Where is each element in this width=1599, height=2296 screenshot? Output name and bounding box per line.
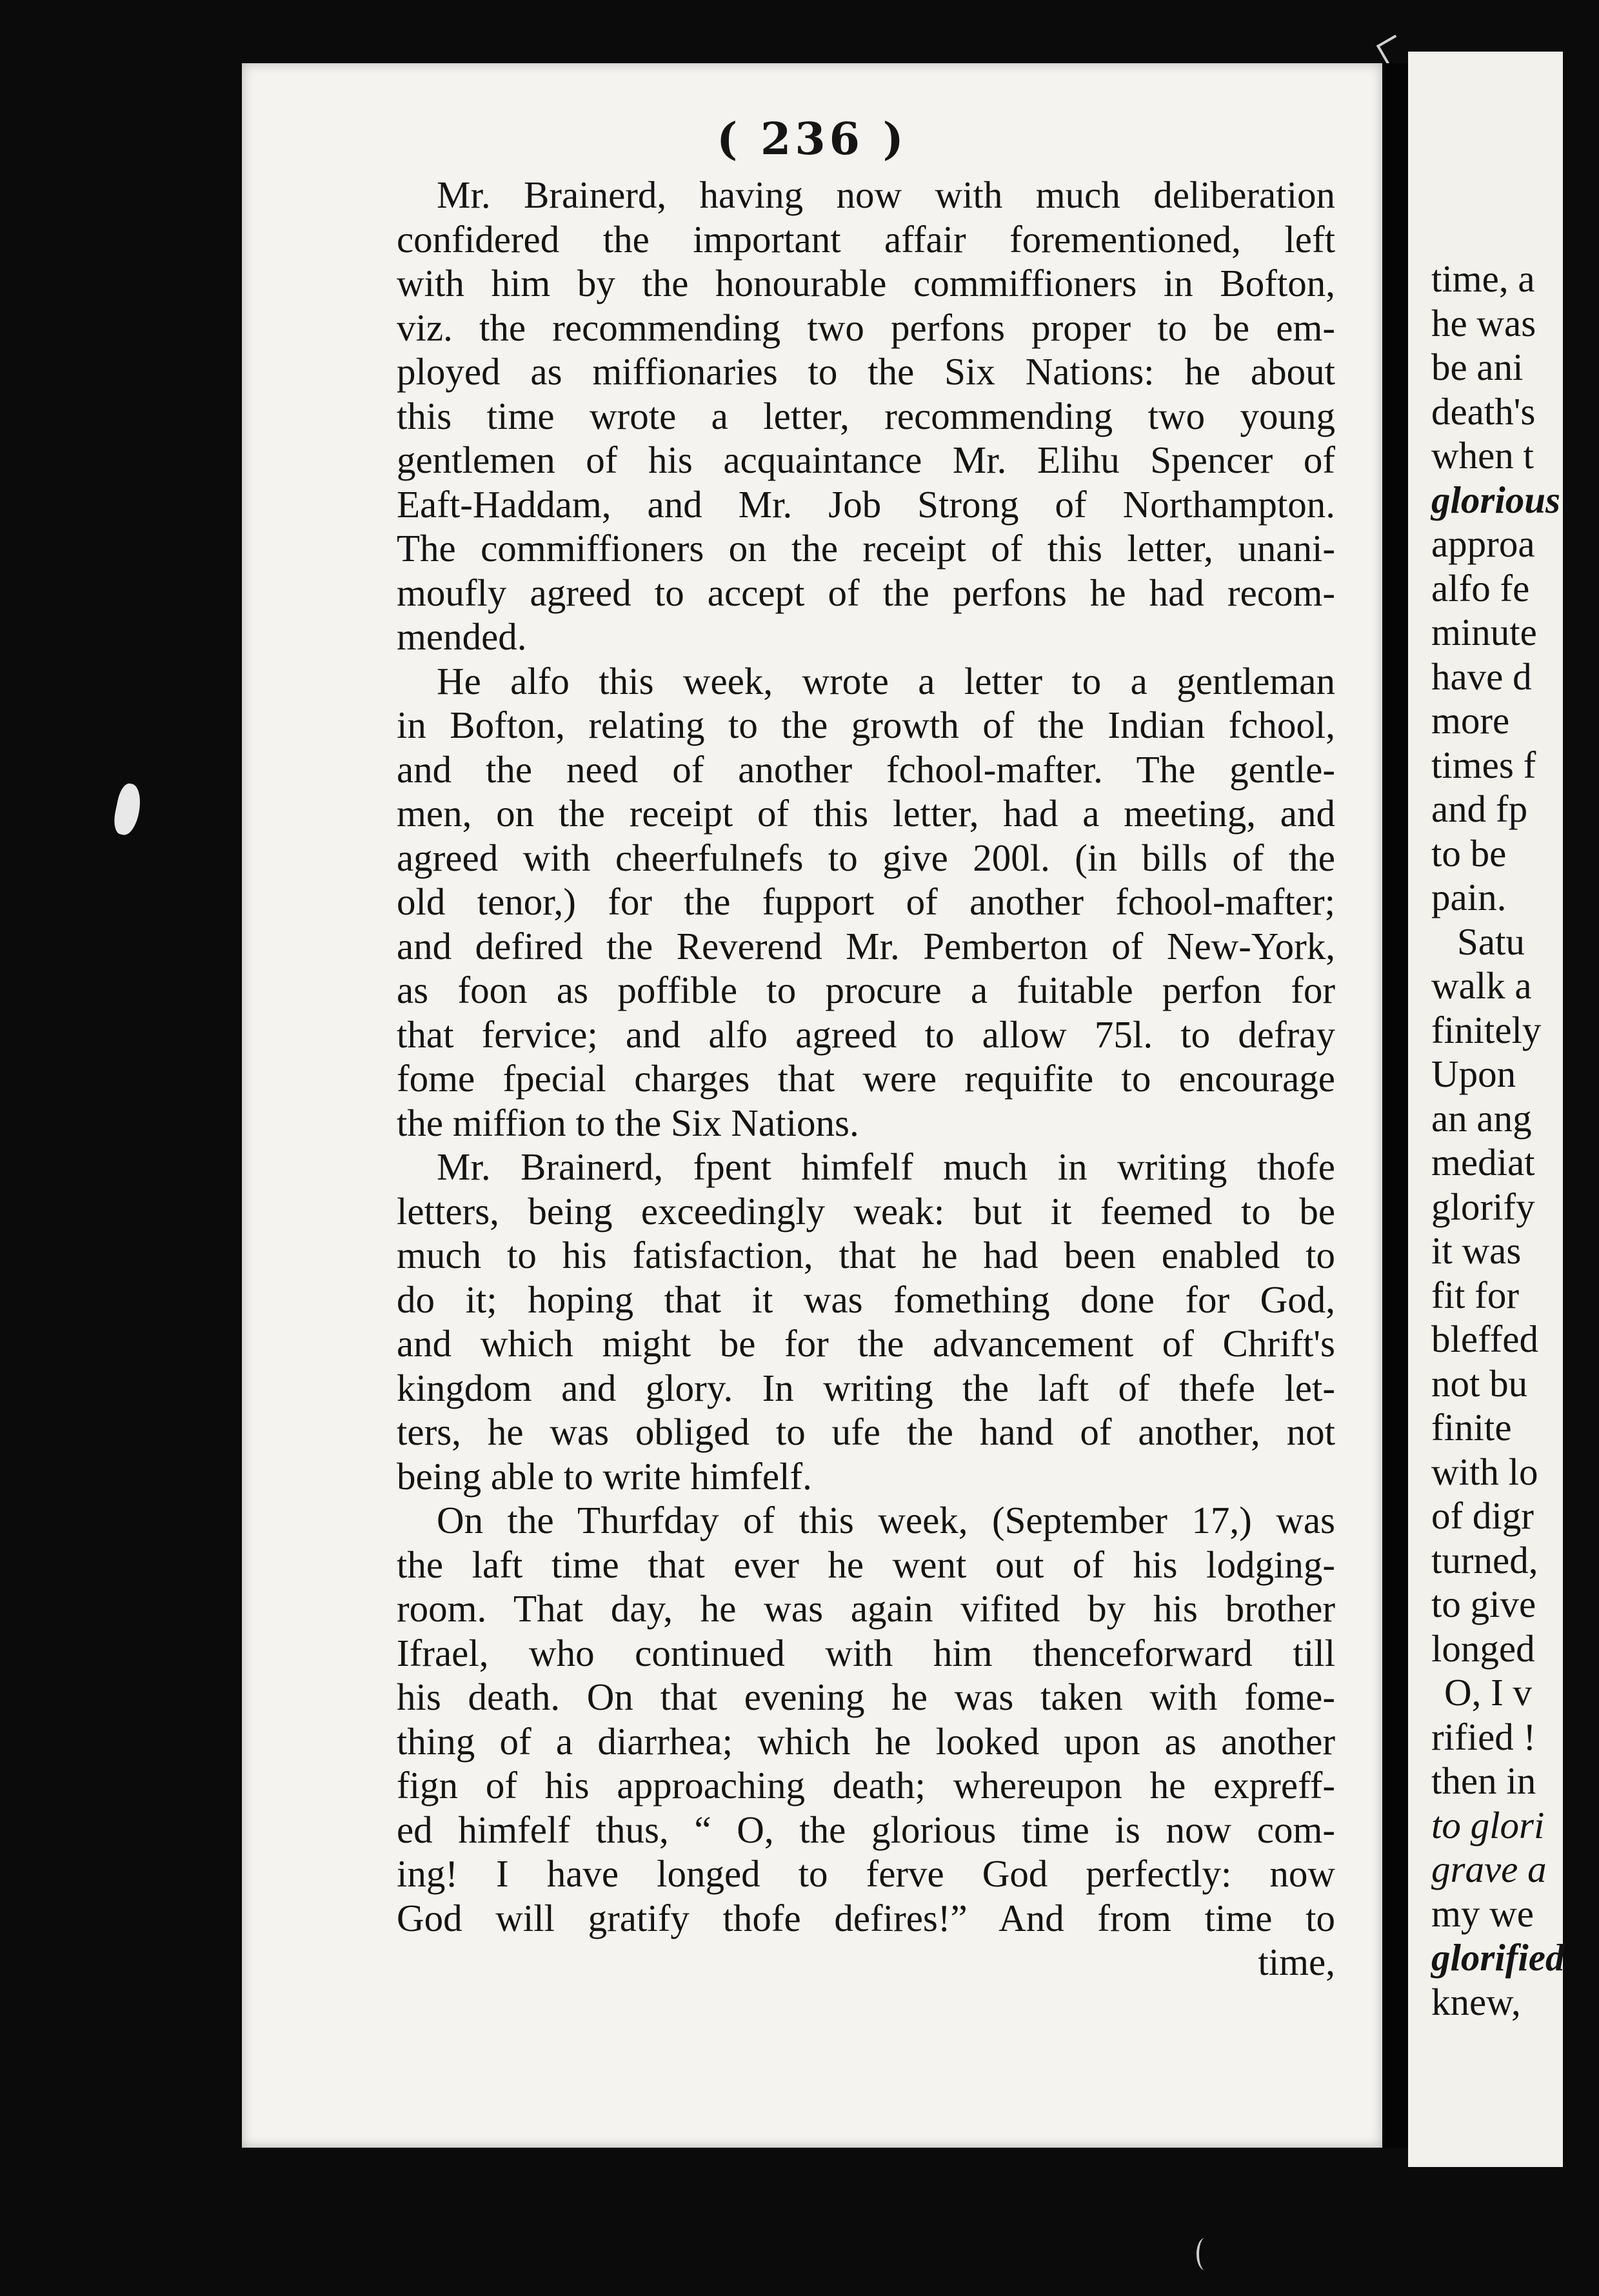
text-line: O, I v — [1444, 1671, 1533, 1714]
text-line: glorify — [1431, 1185, 1535, 1228]
text-line: and fp — [1431, 787, 1528, 830]
text-line: On the Thurfday of this week, (September 17,) was — [437, 1499, 1335, 1541]
text-line: to be — [1431, 831, 1507, 875]
text-line: and which might be for the advancement of Chrift's — [397, 1322, 1335, 1365]
text-line: agreed with cheerfulnefs to give 200l. (in bills of the — [397, 836, 1335, 879]
text-line: to glori — [1431, 1803, 1545, 1846]
text-line: minute — [1431, 611, 1537, 653]
text-line: do it; hoping that it was fomething done for God, — [397, 1278, 1335, 1321]
text-line: confidered the important affair forementioned, left — [397, 217, 1335, 261]
text-line: He alfo this week, wrote a letter to a gentleman — [437, 659, 1335, 702]
text-line: to give — [1431, 1583, 1536, 1625]
text-line: then in — [1431, 1759, 1536, 1802]
text-line: more — [1431, 699, 1510, 742]
text-line: not bu — [1431, 1361, 1528, 1405]
text-line: The commiffioners on the receipt of this letter, unani- — [397, 527, 1335, 569]
text-line: God will gratify thofe defires!” And from time to — [397, 1896, 1335, 1939]
text-line: pain. — [1431, 876, 1507, 918]
text-line: old tenor,) for the fupport of another fchool-mafter; — [397, 880, 1335, 923]
text-line: and the need of another fchool-mafter. The gentle- — [397, 747, 1335, 791]
text-line: letters, being exceedingly weak: but it feemed to be — [397, 1189, 1335, 1232]
text-line: kingdom and glory. In writing the laft of thefe let- — [397, 1366, 1335, 1409]
text-line: my we — [1431, 1892, 1534, 1935]
text-line: the miffion to the Six Nations. — [397, 1101, 859, 1144]
text-line: walk a — [1431, 964, 1532, 1007]
text-line: bleffed — [1431, 1318, 1538, 1360]
text-line: this time wrote a letter, recommending two young — [397, 394, 1335, 437]
edge-mark — [1376, 35, 1406, 64]
left-page — [242, 63, 1382, 2148]
text-line: being able to write himfelf. — [397, 1454, 812, 1498]
text-line: Mr. Brainerd, having now with much deliberation — [437, 173, 1335, 216]
text-line: have d — [1431, 655, 1532, 698]
text-line: be ani — [1431, 346, 1524, 388]
text-line: viz. the recommending two perfons proper to be em- — [397, 306, 1335, 349]
text-line: ployed as miffionaries to the Six Nations: he about — [397, 350, 1335, 393]
text-line: it was — [1431, 1229, 1522, 1272]
text-line: Upon — [1431, 1053, 1516, 1095]
text-line: alfo fe — [1431, 566, 1530, 609]
text-line: ed himfelf thus, “ O, the glorious time is now com- — [397, 1808, 1335, 1851]
text-line: turned, — [1431, 1538, 1538, 1581]
text-line: fome fpecial charges that were requifite to encourage — [397, 1057, 1335, 1100]
text-line: gentlemen of his acquaintance Mr. Elihu Spencer of — [397, 439, 1335, 481]
text-line: that fervice; and alfo agreed to allow 75l. to defray — [397, 1013, 1335, 1056]
text-line: ing! I have longed to ferve God perfectly: now — [397, 1852, 1335, 1895]
book-gutter — [1382, 63, 1408, 2148]
text-line: ters, he was obliged to ufe the hand of another, not — [397, 1410, 1335, 1453]
text-line: moufly agreed to accept of the perfons he had recom- — [397, 571, 1335, 614]
text-line: death's — [1431, 390, 1536, 433]
text-line: the laft time that ever he went out of his lodging- — [397, 1543, 1335, 1586]
text-line: Mr. Brainerd, fpent himfelf much in writing thofe — [437, 1145, 1335, 1188]
text-line: as foon as poffible to procure a fuitable perfon for — [397, 969, 1335, 1011]
text-line: mediat — [1431, 1141, 1535, 1183]
text-line: approa — [1431, 522, 1535, 565]
text-line: men, on the receipt of this letter, had a meeting, and — [397, 792, 1335, 835]
text-line: room. That day, he was again vifited by his brother — [397, 1587, 1335, 1630]
text-line: time, a — [1431, 257, 1535, 300]
facing-page — [1408, 52, 1563, 2167]
text-line: thing of a diarrhea; which he looked upon as another — [397, 1719, 1335, 1763]
text-line: glorified — [1431, 1936, 1565, 1979]
text-line: times f — [1431, 743, 1536, 786]
text-line: an ang — [1431, 1096, 1532, 1140]
text-line: fit for — [1431, 1273, 1519, 1316]
text-line: of digr — [1431, 1494, 1534, 1537]
text-line: when t — [1431, 434, 1534, 477]
text-line: mended. — [397, 615, 527, 658]
catchword: time, — [1258, 1941, 1335, 1983]
text-line: glorious — [1431, 478, 1561, 521]
text-line: with lo — [1431, 1450, 1538, 1493]
body-text — [397, 173, 1335, 1984]
text-line: he was — [1431, 301, 1536, 344]
text-line: in Bofton, relating to the growth of the Indian fchool, — [397, 704, 1335, 746]
edge-mark — [1197, 2238, 1213, 2270]
page-number: ( 236 ) — [717, 114, 908, 165]
text-line: Eaft-Haddam, and Mr. Job Strong of Northampton. — [397, 482, 1335, 526]
text-line: with him by the honourable commiffioners in Bofton, — [397, 262, 1335, 304]
text-line: fign of his approaching death; whereupon he expreff- — [397, 1764, 1335, 1806]
text-line: longed — [1431, 1627, 1535, 1670]
text-line: finite — [1431, 1406, 1512, 1449]
text-line: Ifrael, who continued with him thenceforward till — [397, 1631, 1335, 1674]
text-line: much to his fatisfaction, that he had been enabled to — [397, 1234, 1335, 1276]
text-line: rified ! — [1431, 1715, 1536, 1758]
text-line: Satu — [1457, 920, 1525, 963]
facing-page-text — [1431, 257, 1599, 2024]
text-line: grave a — [1431, 1848, 1547, 1890]
text-line: his death. On that evening he was taken with fome- — [397, 1676, 1335, 1718]
text-line: knew, — [1431, 1980, 1521, 2023]
dust-speck — [111, 782, 144, 837]
text-line: finitely — [1431, 1008, 1542, 1051]
text-line: and defired the Reverend Mr. Pemberton of New-York, — [397, 924, 1335, 967]
